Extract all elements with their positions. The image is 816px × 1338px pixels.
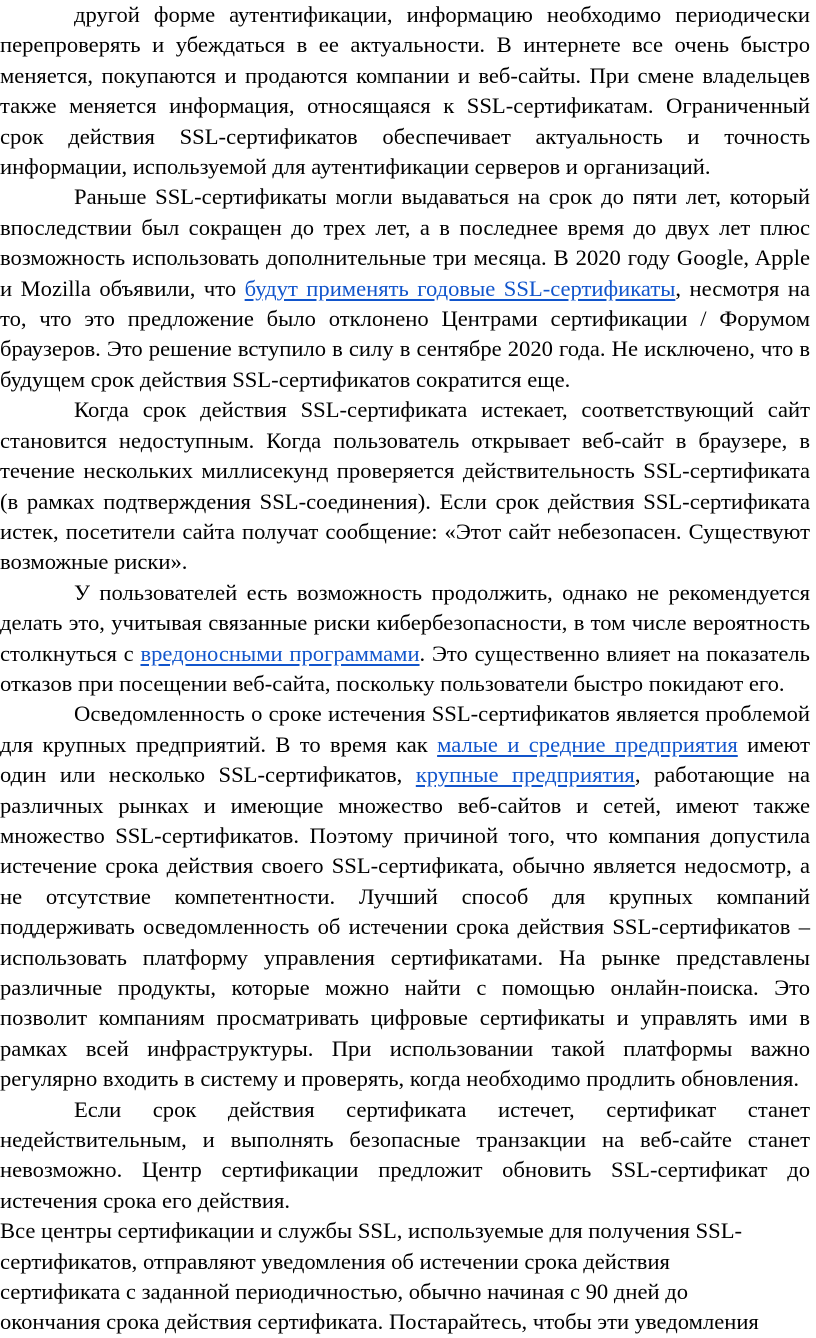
paragraph-7-line-1: Все центры сертификации и службы SSL, используемые для получения SSL-: [0, 1218, 743, 1244]
paragraph-2: [0, 182, 810, 395]
paragraph-4: [0, 578, 810, 700]
paragraph-2-text-before: Раньше SSL-сертификаты могли выдаваться на срок до пяти лет, который впоследствии был сокращен до трех лет, а в последнее время до двух лет плюс возможность использовать дополнительные три месяца. В 2020 году Google, Apple и Mozilla объявили, что: [0, 184, 810, 301]
paragraph-1-text: другой форме аутентификации, информацию необходимо периодически перепроверять и убеждаться в ее актуальности. В интернете все очень быстро меняется, покупаются и продаются компании и веб-сайты. При смене владельцев также меняется информация, относящаяся к SSL-сертификатам. Ограниченный срок действия SSL-сертификатов обеспечивает актуальность и точность информации, используемой для аутентификации серверов и организаций.: [0, 2, 810, 180]
paragraph-1: [0, 0, 810, 182]
paragraph-3-text: Когда срок действия SSL-сертификата истекает, соответствующий сайт становится недоступным. Когда пользователь открывает веб-сайт в браузере, в течение нескольких миллисекунд проверяется действительность SSL-сертификата (в рамках подтверждения SSL-соединения). Если срок действия SSL-сертификата истек, посетители сайта получат сообщение: «Этот сайт небезопасен. Существуют возможные риски».: [0, 397, 810, 575]
paragraph-7-line-4: окончания срока действия сертификата. Постарайтесь, чтобы эти уведомления: [0, 1309, 759, 1335]
link-large-enterprises[interactable]: крупные предприятия: [415, 762, 635, 788]
link-annual-ssl-certificates[interactable]: будут применять годовые SSL-сертификаты: [244, 275, 676, 301]
paragraph-5: [0, 699, 810, 1094]
paragraph-3: [0, 395, 810, 577]
paragraph-6: [0, 1095, 810, 1217]
paragraph-2-text-after: , несмотря на то, что это предложение было отклонено Центрами сертификации / Форумом браузеров. Это решение вступило в силу в сентябре 2020 года. Не исключено, что в будущем срок действия SSL-сертификатов сократится еще.: [0, 275, 810, 392]
paragraph-5-text-middle: имеют один или несколько SSL-сертификатов,: [0, 731, 811, 788]
paragraph-5-text-before: Осведомленность о сроке истечения SSL-сертификатов является проблемой для крупных предприятий. В то время как: [0, 701, 810, 757]
paragraph-5-text-after: , работающие на различных рынках и имеющие множество веб-сайтов и сетей, имеют также множество SSL-сертификатов. Поэтому причиной того, что компания допустила истечение срока действия своего SSL-сертификата, обычно является недосмотр, а не отсутствие компетентности. Лучший способ для крупных компаний поддерживать осведомленность об истечении срока действия SSL-сертификатов – использовать платформу управления сертификатами. На рынке представлены различные продукты, которые можно найти с помощью онлайн-поиска. Это позволит компаниям просматривать цифровые сертификаты и управлять ими в рамках всей инфраструктуры. При использовании такой платформы важно регулярно входить в систему и проверять, когда необходимо продлить обновления.: [0, 762, 811, 1092]
link-small-medium-enterprises[interactable]: малые и средние предприятия: [437, 731, 738, 757]
paragraph-7: [0, 1216, 810, 1338]
paragraph-4-text-before: У пользователей есть возможность продолжить, однако не рекомендуется делать это, учитывая связанные риски кибербезопасности, в том числе вероятность столкнуться с: [0, 579, 810, 666]
paragraph-6-text: Если срок действия сертификата истечет, сертификат станет недействительным, и выполнять безопасные транзакции на веб-сайте станет невозможно. Центр сертификации предложит обновить SSL-сертификат до истечения срока его действия.: [0, 1096, 810, 1213]
paragraph-7-line-2: сертификатов, отправляют уведомления об истечении срока действия: [0, 1248, 670, 1274]
link-malware[interactable]: вредоносными программами: [140, 640, 420, 666]
paragraph-4-text-after: . Это существенно влияет на показатель отказов при посещении веб-сайта, поскольку пользователи быстро покидают его.: [0, 640, 810, 696]
paragraph-7-line-3: сертификата с заданной периодичностью, обычно начиная с 90 дней до: [0, 1279, 689, 1305]
